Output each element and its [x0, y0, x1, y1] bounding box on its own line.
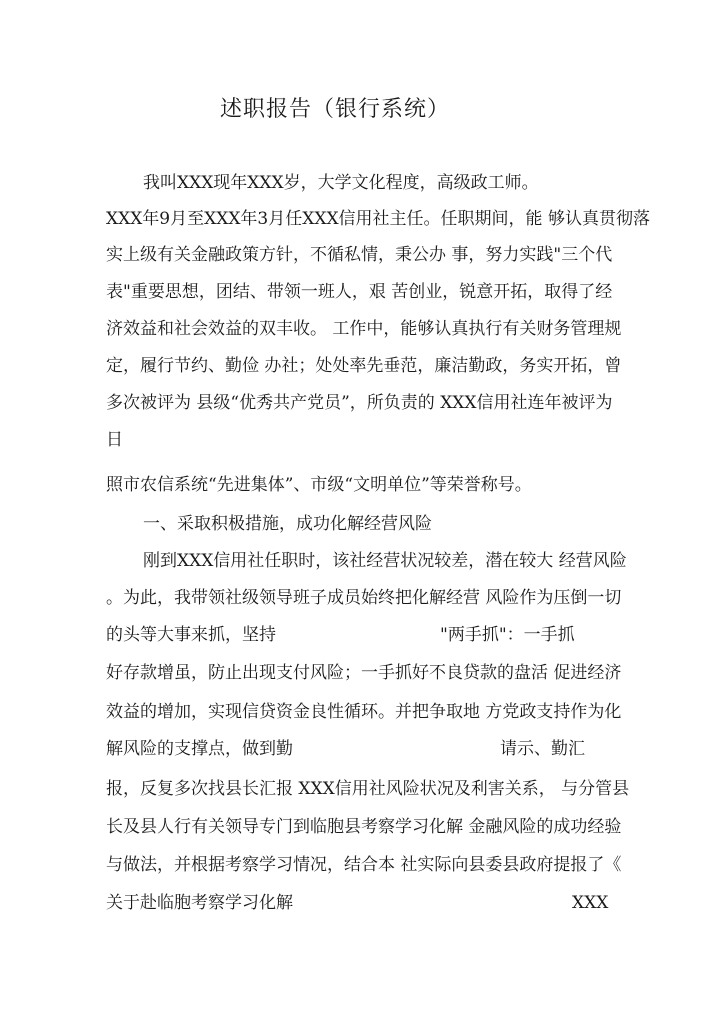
paragraph-line: 解风险的支撑点，做到勤: [106, 739, 293, 759]
paragraph-line: 定，履行节约、勤俭 办社；处处率先垂范，廉洁勤政，务实开拓，曾: [106, 356, 622, 376]
paragraph-line: 报，反复多次找县长汇报 XXX信用社风险状况及利害关系， 与分管县: [106, 779, 630, 799]
paragraph-line: 刚到XXX信用社任职时，该社经营状况较差，潜在较大 经营风险: [143, 551, 627, 571]
paragraph-line: 与做法，并根据考察学习情况，结合本 社实际向县委县政府提报了《: [106, 855, 622, 875]
paragraph-line: XXX年9月至XXX年3月任XXX信用社主任。任职期间，能 够认真贯彻落: [106, 209, 650, 229]
paragraph-line: 的头等大事来抓，坚持: [106, 625, 276, 645]
paragraph-line: 表"重要思想，团结、带领一班人，艰 苦创业，锐意开拓，取得了经: [106, 282, 613, 302]
paragraph-fragment: 请示、勤汇: [500, 739, 585, 759]
paragraph-line: 关于赴临胞考察学习化解: [106, 893, 293, 913]
paragraph-fragment: XXX: [572, 893, 609, 913]
paragraph-line: 多次被评为 县级“优秀共产党员”，所负责的 XXX信用社连年被评为: [106, 393, 613, 413]
section-heading: 一、采取积极措施，成功化解经营风险: [143, 514, 432, 534]
paragraph-line: 。为此，我带领社级领导班子成员始终把化解经营 风险作为压倒一切: [106, 588, 622, 608]
paragraph-line: 济效益和社会效益的双丰收。 工作中，能够认真执行有关财务管理规: [106, 319, 622, 339]
paragraph-line: 效益的增加，实现信贷资金良性循环。并把争取地 方党政支持作为化: [106, 702, 622, 722]
paragraph-line: 长及县人行有关领导专门到临胞县考察学习化解 金融风险的成功经验: [106, 817, 622, 837]
paragraph-line: 实上级有关金融政策方针，不循私情，秉公办 事，努力实践"三个代: [106, 245, 613, 265]
document-title: 述职报告（银行系统）: [220, 97, 451, 122]
paragraph-fragment: "两手抓"：一手抓: [440, 625, 575, 645]
paragraph-line: 照市农信系统“先进集体”、市级“文明单位”等荣誉称号。: [106, 475, 532, 495]
paragraph-line: 好存款增虽，防止出现支付风险；一手抓好不良贷款的盘活 促进经济: [106, 663, 622, 683]
paragraph-line: 我叫XXX现年XXX岁，大学文化程度，高级政工师。: [143, 173, 539, 193]
paragraph-line: 日: [106, 430, 123, 450]
